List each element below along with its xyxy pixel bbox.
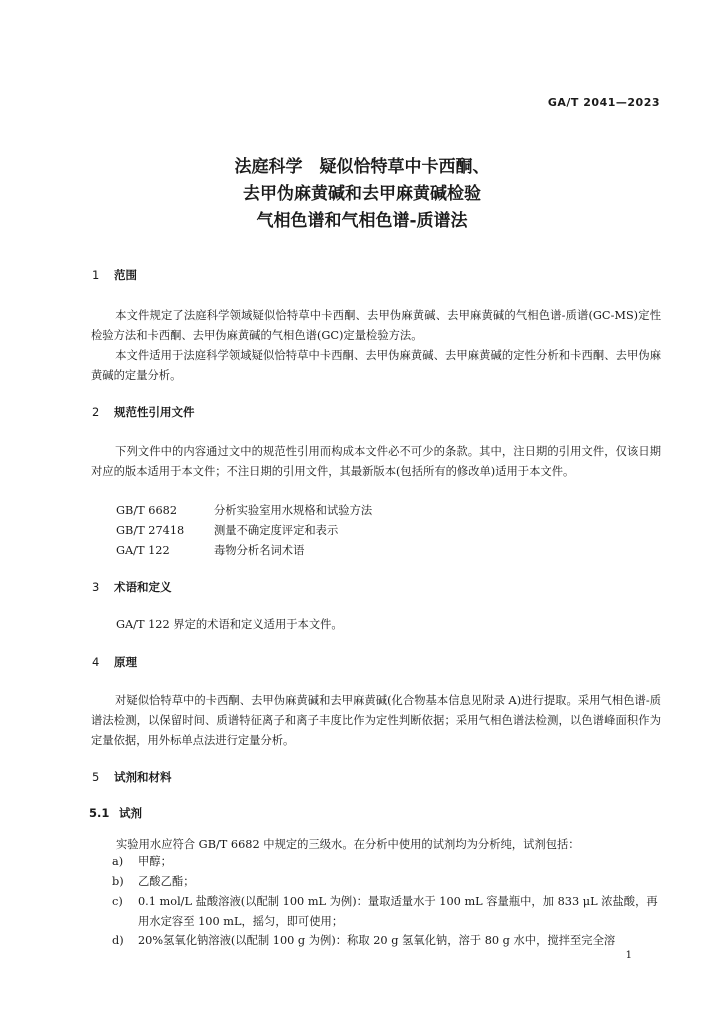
section-2-heading xyxy=(92,404,195,420)
section-title: 试剂 xyxy=(119,806,142,820)
section-4-paragraph-1 xyxy=(91,691,661,751)
list-marker: c) xyxy=(112,895,123,908)
reference-name: 毒物分析名词术语 xyxy=(214,544,305,557)
reference-name: 测量不确定度评定和表示 xyxy=(214,524,339,537)
section-5-1-paragraph-1: 实验用水应符合 GB/T 6682 中规定的三级水。在分析中使用的试剂均为分析纯，试剂包括： xyxy=(116,838,580,851)
section-number: 1 xyxy=(92,268,100,282)
section-1-paragraph-1 xyxy=(91,306,661,346)
reference-item xyxy=(116,522,338,538)
reference-name: 分析实验室用水规格和试验方法 xyxy=(214,504,373,517)
section-title: 原理 xyxy=(114,655,137,669)
section-title: 术语和定义 xyxy=(114,580,172,594)
paragraph-text: 下列文件中的内容通过文中的规范性引用而构成本文件必不可少的条款。其中，注日期的引用文件，仅该日期对应的版本适用于本文件；不注日期的引用文件，其最新版本(包括所有的修改单)适用于本文件。 xyxy=(91,445,661,478)
page-number: 1 xyxy=(625,950,632,961)
section-number: 4 xyxy=(92,655,100,669)
list-text: 甲醇； xyxy=(138,855,172,868)
reference-item xyxy=(116,542,304,558)
section-4-heading xyxy=(92,654,137,670)
section-3-paragraph-1: GA/T 122 界定的术语和定义适用于本文件。 xyxy=(116,618,343,631)
list-text: 乙酸乙酯； xyxy=(138,875,195,888)
reference-item xyxy=(116,502,372,518)
paragraph-text: 对疑似恰特草中的卡西酮、去甲伪麻黄碱和去甲麻黄碱(化合物基本信息见附录 A)进行提取。采用气相色谱-质谱法检测，以保留时间、质谱特征离子和离子丰度比作为定性判断依据；采用气相色谱法检测，以色谱峰面积作为定量依据，用外标单点法进行定量分析。 xyxy=(91,694,661,747)
document-code: GA/T 2041—2023 xyxy=(547,96,660,109)
paragraph-text: 本文件适用于法庭科学领域疑似恰特草中卡西酮、去甲伪麻黄碱、去甲麻黄碱的定性分析和卡西酮、去甲伪麻黄碱的定量分析。 xyxy=(91,349,661,382)
reference-code: GB/T 6682 xyxy=(116,504,178,517)
section-number: 3 xyxy=(92,580,100,594)
list-text: 0.1 mol/L 盐酸溶液(以配制 100 mL 为例)：量取适量水于 100 mL 容量瓶中，加 833 μL 浓盐酸，再用水定容至 100 mL，摇匀，即可使用； xyxy=(138,895,658,928)
paragraph-text: 本文件规定了法庭科学领域疑似恰特草中卡西酮、去甲伪麻黄碱、去甲麻黄碱的气相色谱-质谱(GC-MS)定性检验方法和卡西酮、去甲伪麻黄碱的气相色谱(GC)定量检验方法。 xyxy=(91,309,661,342)
reference-code: GB/T 27418 xyxy=(116,524,185,537)
list-item xyxy=(112,892,662,932)
title-line-1: 法庭科学 疑似恰特草中卡西酮、 xyxy=(234,157,490,177)
list-marker: d) xyxy=(112,934,124,947)
section-3-heading xyxy=(92,579,172,595)
section-number: 2 xyxy=(92,405,100,419)
list-marker: a) xyxy=(112,855,124,868)
list-text: 20%氢氧化钠溶液(以配制 100 g 为例)：称取 20 g 氢氧化钠，溶于 80 g 水中，搅拌至完全溶 xyxy=(138,934,616,947)
section-1-heading xyxy=(92,267,137,283)
reference-code: GA/T 122 xyxy=(116,544,170,557)
section-title: 范围 xyxy=(114,268,137,282)
title-line-3: 气相色谱和气相色谱-质谱法 xyxy=(256,211,468,231)
list-marker: b) xyxy=(112,875,124,888)
document-title xyxy=(0,154,724,235)
section-2-paragraph-1 xyxy=(91,442,661,482)
section-title: 规范性引用文件 xyxy=(114,405,195,419)
section-title: 试剂和材料 xyxy=(114,770,172,784)
section-5-heading xyxy=(92,769,172,785)
list-item xyxy=(112,931,662,951)
list-item xyxy=(112,852,662,872)
section-number: 5.1 xyxy=(89,806,110,820)
list-item xyxy=(112,872,662,892)
title-line-2: 去甲伪麻黄碱和去甲麻黄碱检验 xyxy=(243,184,481,204)
section-1-paragraph-2 xyxy=(91,346,661,386)
section-5-1-heading xyxy=(89,805,142,821)
section-number: 5 xyxy=(92,770,100,784)
